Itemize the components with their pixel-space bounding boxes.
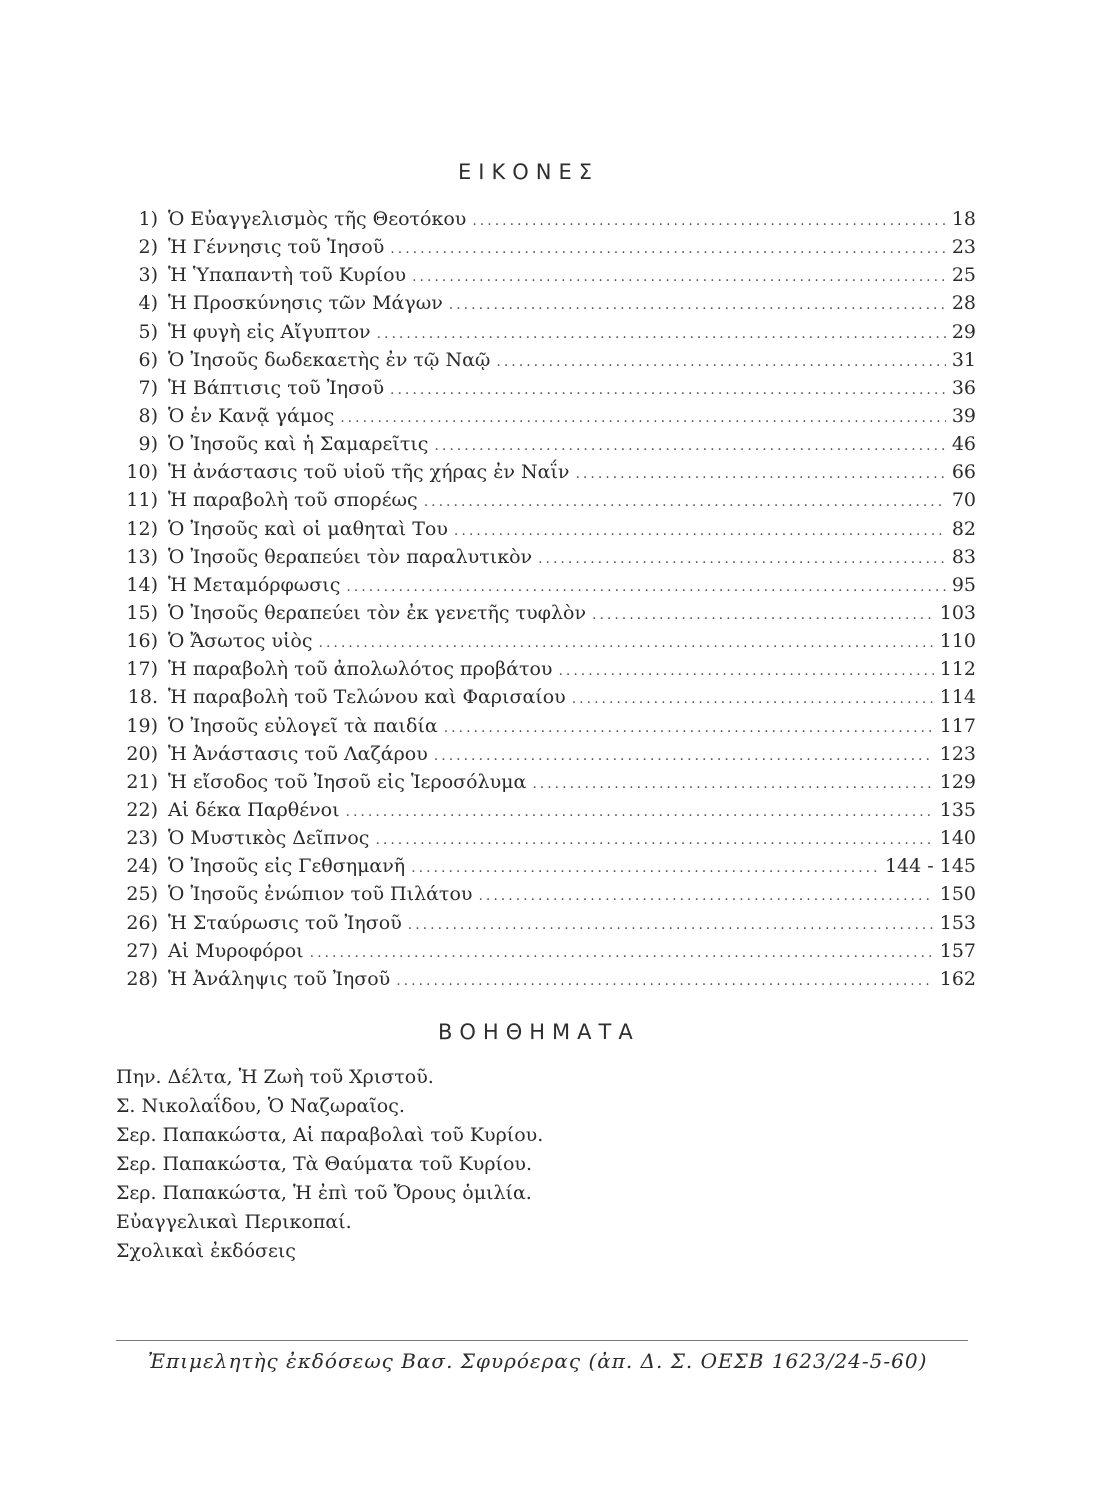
toc-entry-number: 19)	[126, 714, 158, 737]
toc-entry	[108, 543, 976, 571]
toc-entry	[108, 515, 976, 543]
toc-entry-number: 28)	[126, 967, 158, 990]
toc-entry-page: 95	[951, 573, 976, 596]
toc-leader-dots	[478, 882, 933, 910]
toc-entry-page: 25	[951, 264, 976, 287]
toc-entry-page: 39	[951, 404, 976, 427]
toc-entry	[108, 289, 976, 317]
toc-entry-number: 4)	[138, 292, 158, 315]
toc-entry-page: 157	[939, 939, 976, 962]
reference-item: Εὐαγγελικαὶ Περικοπαί.	[116, 1211, 352, 1233]
toc-entry-page: 31	[951, 348, 976, 371]
toc-entry-number: 20)	[126, 742, 158, 765]
toc-entry	[108, 965, 976, 993]
toc-entry-title: Αἱ Μυροφόροι	[168, 939, 304, 962]
toc-entry-title: Ἡ Ὑπαπαντὴ τοῦ Κυρίου	[168, 264, 407, 287]
toc-entry-title: Ἡ παραβολὴ τοῦ Τελώνου καὶ Φαρισαίου	[168, 686, 566, 709]
reference-item: Πην. Δέλτα, Ἡ Ζωὴ τοῦ Χριστοῦ.	[116, 1066, 434, 1088]
toc-entry-number: 2)	[138, 236, 158, 259]
toc-entry	[108, 318, 976, 346]
toc-entry-number: 5)	[138, 320, 158, 343]
toc-entry	[108, 852, 976, 880]
toc-entry-number: 3)	[138, 264, 158, 287]
toc-entry-page: 162	[939, 967, 976, 990]
reference-item: Σ. Νικολαΐδου, Ὁ Ναζωραῖος.	[116, 1095, 405, 1117]
toc-leader-dots	[472, 207, 945, 235]
toc-entry-number: 14)	[126, 573, 158, 596]
toc-leader-dots	[434, 742, 934, 770]
toc-entry-page: 140	[939, 827, 976, 850]
toc-entry-title: Ἡ Σταύρωσις τοῦ Ἰησοῦ	[168, 911, 402, 934]
toc-entry-number: 10)	[126, 461, 158, 484]
toc-entry-page: 117	[939, 714, 976, 737]
toc-entry-title: Ὁ Ἰησοῦς ἐνώπιον τοῦ Πιλάτου	[168, 883, 473, 906]
footer-divider	[116, 1340, 968, 1341]
reference-item: Σχολικαὶ ἐκδόσεις	[116, 1240, 296, 1262]
toc-entry-title: Ὁ Ἰησοῦς εὐλογεῖ τὰ παιδία	[168, 714, 438, 737]
toc-entry	[108, 740, 976, 768]
toc-entry	[108, 571, 976, 599]
toc-entry-title: Ὁ Ἰησοῦς θεραπεύει τὸν παραλυτικὸν	[168, 545, 533, 568]
toc-entry	[108, 233, 976, 261]
toc-entry-number: 25)	[126, 883, 158, 906]
toc-entry-number: 13)	[126, 545, 158, 568]
toc-entry-page: 36	[951, 376, 976, 399]
toc-entry-page: 82	[951, 517, 976, 540]
toc-leader-dots	[411, 854, 879, 882]
toc-entry-title: Ἡ φυγὴ εἰς Αἴγυπτον	[168, 320, 371, 343]
toc-entry-page: 144 - 145	[884, 855, 976, 878]
toc-entry	[108, 768, 976, 796]
toc-entry-title: Ἡ Μεταμόρφωσις	[168, 573, 341, 596]
toc-leader-dots	[454, 517, 946, 545]
toc-entry-number: 15)	[126, 601, 158, 624]
toc-entry	[108, 458, 976, 486]
toc-entry	[108, 261, 976, 289]
toc-entry-number: 7)	[138, 376, 158, 399]
toc-entry-page: 66	[951, 461, 976, 484]
toc-leader-dots	[340, 404, 946, 432]
toc-entry	[108, 909, 976, 937]
toc-entry	[108, 655, 976, 683]
toc-entry	[108, 486, 976, 514]
toc-entry-title: Ἡ εἴσοδος τοῦ Ἰησοῦ εἰς Ἱεροσόλυμα	[168, 770, 527, 793]
toc-leader-dots	[449, 291, 946, 319]
toc-entry-title: Ὁ Εὐαγγελισμὸς τῆς Θεοτόκου	[168, 208, 467, 230]
toc-leader-dots	[319, 629, 934, 657]
toc-entry-page: 46	[951, 433, 976, 456]
toc-leader-dots	[496, 348, 945, 376]
toc-entry-page: 150	[939, 883, 976, 906]
toc-entry-number: 11)	[126, 489, 158, 512]
toc-entry	[108, 796, 976, 824]
toc-entry-number: 23)	[126, 827, 158, 850]
toc-entry-title: Ἡ παραβολὴ τοῦ ἀπολωλότος προβάτου	[168, 658, 553, 681]
reference-item: Σερ. Παπακώστα, Ἡ ἐπὶ τοῦ Ὄρους ὁμιλία.	[116, 1182, 532, 1204]
toc-entry	[108, 712, 976, 740]
toc-entry-number: 18.	[127, 686, 158, 709]
toc-leader-dots	[424, 488, 946, 516]
toc-entry-number: 24)	[126, 855, 158, 878]
toc-entry-page: 112	[939, 658, 976, 681]
toc-leader-dots	[558, 657, 933, 685]
toc-leader-dots	[346, 573, 945, 601]
toc-entry-title: Ἡ Ἀνάληψις τοῦ Ἰησοῦ	[168, 967, 391, 990]
toc-leader-dots	[390, 235, 946, 263]
toc-entry-page: 83	[951, 545, 976, 568]
section-title-images: ΕΙΚΟΝΕΣ	[458, 160, 600, 184]
toc-entry-number: 27)	[126, 939, 158, 962]
toc-leader-dots	[375, 826, 933, 854]
toc-entry	[108, 430, 976, 458]
toc-entry-number: 21)	[126, 770, 158, 793]
toc-leader-dots	[434, 432, 945, 460]
toc-entry-page: 135	[939, 798, 976, 821]
toc-entry-number: 9)	[138, 433, 158, 456]
toc-entry	[108, 346, 976, 374]
toc-entry-page: 114	[939, 686, 976, 709]
toc-entry-title: Αἱ δέκα Παρθένοι	[168, 798, 340, 821]
toc-entry-page: 123	[939, 742, 976, 765]
toc-entry-title: Ὁ Ἰησοῦς εἰς Γεθσημανῆ	[168, 855, 406, 878]
toc-entry-title: Ἡ Βάπτισις τοῦ Ἰησοῦ	[168, 376, 385, 399]
toc-entry-title: Ὁ Ἰησοῦς δωδεκαετὴς ἐν τῷ Ναῷ	[168, 348, 491, 371]
toc-entry-page: 110	[939, 630, 976, 653]
toc-entry-title: Ὁ Μυστικὸς Δεῖπνος	[168, 827, 370, 850]
toc-entry	[108, 880, 976, 908]
toc-entry-title: Ἡ Προσκύνησις τῶν Μάγων	[168, 292, 443, 315]
toc-entry-number: 17)	[126, 658, 158, 681]
toc-entry-number: 8)	[138, 404, 158, 427]
toc-entry-number: 6)	[138, 348, 158, 371]
toc-leader-dots	[538, 545, 946, 573]
toc-entry	[108, 374, 976, 402]
toc-entry-number: 12)	[126, 517, 158, 540]
toc-entry-title: Ὁ Ἰησοῦς καὶ οἱ μαθηταὶ Του	[168, 517, 448, 540]
reference-item: Σερ. Παπακώστα, Αἱ παραβολαὶ τοῦ Κυρίου.	[116, 1124, 544, 1146]
toc-leader-dots	[592, 601, 934, 629]
toc-leader-dots	[390, 376, 946, 404]
toc-entry-title: Ὁ Ἰησοῦς καὶ ἡ Σαμαρεῖτις	[168, 433, 429, 456]
section-title-references: ΒΟΗΘΗΜΑΤΑ	[438, 1020, 640, 1044]
toc-entry-title: Ἡ Ἀνάστασις τοῦ Λαζάρου	[168, 742, 428, 765]
footer-credit: Ἐπιμελητὴς ἐκδόσεως Βασ. Σφυρόερας (ἀπ. Δ. Σ. ΟΕΣΒ 1623/24-5-60)	[148, 1349, 928, 1373]
toc-entry-page: 70	[951, 489, 976, 512]
toc-entry-page: 18	[951, 208, 976, 230]
toc-entry	[108, 683, 976, 711]
toc-entry-page: 29	[951, 320, 976, 343]
toc-leader-dots	[575, 460, 945, 488]
toc-entry-page: 129	[939, 770, 976, 793]
toc-leader-dots	[310, 939, 934, 967]
toc-entry	[108, 205, 976, 233]
toc-entry-title: Ὁ Ἄσωτος υἱὸς	[168, 630, 313, 653]
toc-entry	[108, 937, 976, 965]
toc-leader-dots	[377, 320, 946, 348]
toc-leader-dots	[572, 685, 934, 713]
toc-leader-dots	[396, 967, 934, 995]
toc-entry-page: 28	[951, 292, 976, 315]
toc-entry-page: 153	[939, 911, 976, 934]
toc-entry	[108, 402, 976, 430]
toc-entry	[108, 627, 976, 655]
toc-entry-title: Ἡ Γέννησις τοῦ Ἰησοῦ	[168, 236, 385, 259]
toc-entry-number: 16)	[126, 630, 158, 653]
toc-entry-title: Ἡ παραβολὴ τοῦ σπορέως	[168, 489, 418, 512]
toc-leader-dots	[346, 798, 934, 826]
toc-leader-dots	[532, 770, 933, 798]
toc-entry-page: 23	[951, 236, 976, 259]
toc-entry	[108, 599, 976, 627]
toc-entry-title: Ὁ ἐν Κανᾷ γάμος	[168, 404, 335, 427]
toc-entry-title: Ὁ Ἰησοῦς θεραπεύει τὸν ἐκ γενετῆς τυφλὸν	[168, 601, 586, 624]
toc-entry	[108, 824, 976, 852]
toc-entry-number: 1)	[138, 208, 158, 230]
reference-item: Σερ. Παπακώστα, Τὰ Θαύματα τοῦ Κυρίου.	[116, 1153, 532, 1175]
table-of-contents	[108, 205, 976, 993]
toc-entry-title: Ἡ ἀνάστασις τοῦ υἱοῦ τῆς χήρας ἐν Ναΐν	[168, 461, 570, 484]
toc-entry-number: 26)	[126, 911, 158, 934]
references-list	[116, 1063, 543, 1266]
toc-leader-dots	[412, 263, 946, 291]
toc-entry-page: 103	[939, 601, 976, 624]
toc-entry-number: 22)	[126, 798, 158, 821]
toc-leader-dots	[444, 714, 934, 742]
toc-leader-dots	[408, 911, 934, 939]
